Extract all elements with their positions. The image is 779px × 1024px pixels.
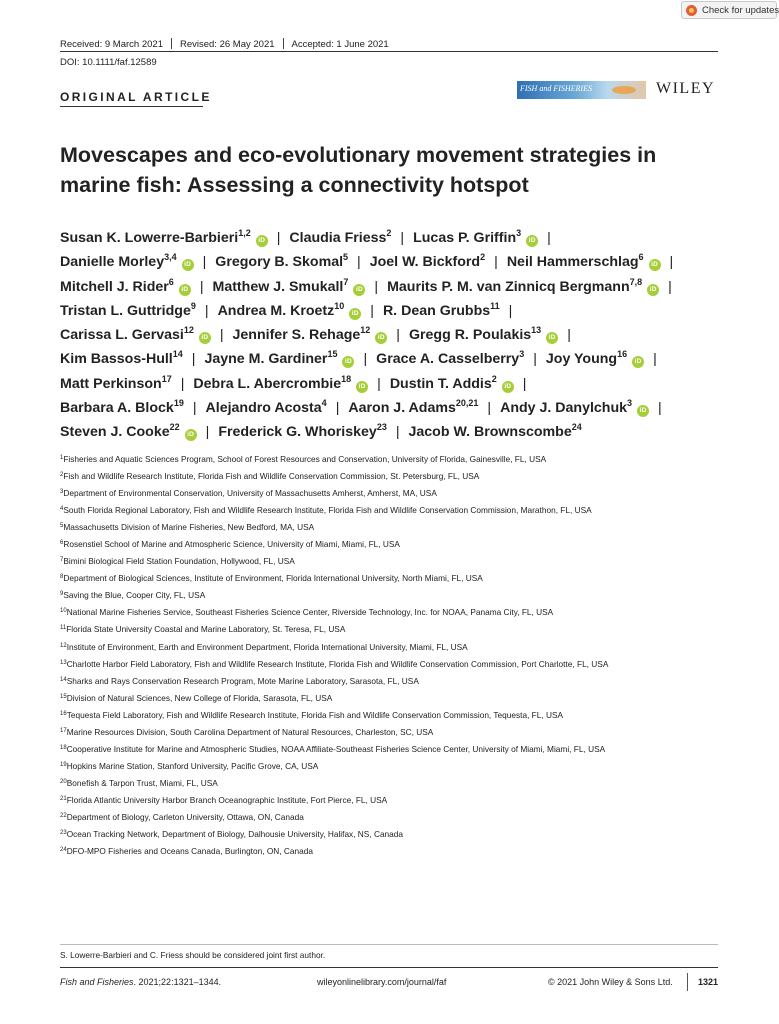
author xyxy=(60,373,172,392)
author-separator: | xyxy=(494,254,498,271)
affiliation xyxy=(60,690,740,707)
article-title: Movescapes and eco-evolutionary movement strategies in marine fish: Assessing a connectivity hotspot xyxy=(60,143,657,197)
page-number: 1321 xyxy=(698,977,719,987)
author-separator: | xyxy=(199,278,204,295)
affiliation xyxy=(60,826,740,843)
affiliation-text: Saving the Blue, Cooper City, FL, USA xyxy=(63,590,206,601)
author xyxy=(376,351,524,367)
affiliation-number: 15 xyxy=(60,693,67,700)
author-separator: | xyxy=(396,327,400,344)
affiliation-text: Hopkins Marine Station, Stanford University, Pacific Grove, CA, USA xyxy=(66,760,319,771)
affiliation-text: Marine Resources Division, South Carolina Department of Natural Resources, Charleston, SC, USA xyxy=(66,726,434,737)
affiliation xyxy=(60,724,740,741)
orcid-icon[interactable]: iD xyxy=(502,381,514,393)
affiliation xyxy=(60,621,740,638)
author-separator: | xyxy=(370,302,374,319)
author-affiliation-ref: 2 xyxy=(491,373,497,384)
author-affiliation-ref: 12 xyxy=(360,325,371,336)
author xyxy=(60,400,184,416)
author xyxy=(60,351,183,367)
affiliation xyxy=(60,502,740,519)
author xyxy=(507,254,661,270)
footer-divider xyxy=(687,973,688,991)
affiliation-number: 16 xyxy=(60,710,67,717)
author-name: Susan K. Lowerre-Barbieri xyxy=(60,230,239,246)
affiliation xyxy=(60,485,740,502)
author-separator: | xyxy=(522,375,527,392)
journal-logo xyxy=(517,81,646,99)
author-affiliation-ref: 3 xyxy=(519,349,525,360)
author-name: Joy Young xyxy=(545,351,618,368)
affiliation-number: 6 xyxy=(60,540,64,547)
author-name: Gregg R. Poulakis xyxy=(408,327,532,344)
author-name: Claudia Friess xyxy=(289,230,387,246)
author-separator: | xyxy=(374,278,379,295)
affiliation-number: 10 xyxy=(60,608,67,615)
author-affiliation-ref: 2 xyxy=(480,252,486,263)
author-affiliation-ref: 3 xyxy=(627,398,633,409)
affiliation-text: National Marine Fisheries Service, Southeast Fisheries Science Center, Riverside Technology, Inc. for NOAA, Panama City, FL, USA xyxy=(66,607,554,618)
author-separator: | xyxy=(487,400,492,417)
author-line xyxy=(60,299,740,323)
orcid-icon[interactable]: iD xyxy=(349,308,361,320)
author-affiliation-ref: 6 xyxy=(168,276,174,287)
author xyxy=(60,327,211,343)
affiliation xyxy=(60,792,740,809)
author-affiliation-ref: 2 xyxy=(386,228,392,238)
author-affiliation-ref: 7,8 xyxy=(629,276,643,287)
author-line xyxy=(60,275,740,299)
affiliation-number: 2 xyxy=(60,472,64,479)
author-separator: | xyxy=(202,254,207,271)
author-name: Barbara A. Block xyxy=(60,400,174,417)
affiliation-number: 12 xyxy=(60,642,67,649)
footer-citation-details: . 2021;22:1321–1344. xyxy=(133,977,222,987)
author-name: Steven J. Cooke xyxy=(60,424,170,441)
author-affiliation-ref: 16 xyxy=(617,349,628,360)
affiliation-text: Massachusetts Division of Marine Fisheries, New Bedford, MA, USA xyxy=(63,522,315,533)
author-affiliation-ref: 15 xyxy=(327,349,338,360)
author-affiliation-ref: 5 xyxy=(343,252,349,263)
author-name: Neil Hammerschlag xyxy=(506,254,639,271)
author-name: Frederick G. Whoriskey xyxy=(218,424,377,441)
affiliation-text: Florida Atlantic University Harbor Branch Oceanographic Institute, Fort Pierce, FL, USA xyxy=(66,794,388,805)
received-date: Received: 9 March 2021 xyxy=(60,39,163,50)
orcid-icon[interactable]: iD xyxy=(632,356,644,368)
article-type: ORIGINAL ARTICLE xyxy=(60,90,212,104)
affiliation-text: Sharks and Rays Conservation Research Program, Mote Marine Laboratory, Sarasota, FL, USA xyxy=(66,675,419,686)
affiliation xyxy=(60,707,740,724)
author-separator: | xyxy=(653,351,657,368)
author-separator: | xyxy=(400,230,405,246)
author-affiliation-ref: 7 xyxy=(343,276,349,287)
author xyxy=(413,230,538,246)
author xyxy=(348,400,478,416)
affiliation-list xyxy=(60,451,740,860)
author-affiliation-ref: 17 xyxy=(161,373,172,384)
affiliation-number: 3 xyxy=(60,489,64,496)
author xyxy=(382,300,500,319)
author xyxy=(409,327,558,343)
affiliation-text: Charlotte Harbor Field Laboratory, Fish and Wildlife Research Institute, Florida Fish and Wildlife Conservation Commission, Port Charlotte, FL, USA xyxy=(66,658,609,669)
author xyxy=(206,400,327,416)
author-name: Matt Perkinson xyxy=(60,375,162,392)
author-separator: | xyxy=(669,254,674,271)
author xyxy=(204,351,354,367)
orcid-icon[interactable]: iD xyxy=(342,356,354,368)
footer-journal-name: Fish and Fisheries xyxy=(60,977,134,987)
footer-rule xyxy=(60,967,718,968)
affiliation-number: 20 xyxy=(60,778,67,785)
author xyxy=(546,351,644,367)
publication-dates xyxy=(60,38,389,50)
affiliation xyxy=(60,519,740,536)
affiliation xyxy=(60,673,740,690)
author-affiliation-ref: 9 xyxy=(190,300,196,311)
author xyxy=(500,400,649,416)
author-name: Gregory B. Skomal xyxy=(215,254,344,271)
doi[interactable]: DOI: 10.1111/faf.12589 xyxy=(60,57,157,68)
author-list xyxy=(60,226,740,445)
affiliation-text: Bonefish & Tarpon Trust, Miami, FL, USA xyxy=(66,777,218,788)
footer-citation xyxy=(60,977,221,987)
author xyxy=(387,276,659,295)
author-separator: | xyxy=(180,375,185,392)
author-name: Debra L. Abercrombie xyxy=(193,375,342,392)
date-divider xyxy=(171,38,172,49)
author-name: Kim Bassos-Hull xyxy=(60,351,173,368)
affiliation xyxy=(60,536,740,553)
author-separator: | xyxy=(658,400,662,417)
orcid-icon[interactable]: iD xyxy=(526,235,538,247)
affiliation-number: 23 xyxy=(60,830,67,837)
author xyxy=(60,424,197,440)
affiliation xyxy=(60,604,740,621)
accepted-date: Accepted: 1 June 2021 xyxy=(291,39,389,50)
author-affiliation-ref: 24 xyxy=(571,422,582,433)
orcid-icon[interactable]: iD xyxy=(356,381,368,393)
affiliation-number: 11 xyxy=(60,625,67,632)
author-line xyxy=(60,226,740,250)
author-separator: | xyxy=(357,254,361,271)
check-for-updates-button[interactable] xyxy=(681,1,777,19)
affiliation-number: 14 xyxy=(60,676,67,683)
author-separator: | xyxy=(205,424,210,441)
affiliation-text: Tequesta Field Laboratory, Fish and Wildlife Research Institute, Florida Fish and Wildlife Conservation Commission, Tequesta, FL, USA xyxy=(66,709,564,720)
affiliation-text: Department of Environmental Conservation, University of Massachusetts Amherst, Amherst, MA, USA xyxy=(63,488,437,499)
affiliation-number: 17 xyxy=(60,727,67,734)
author-separator: | xyxy=(547,230,551,246)
author-affiliation-ref: 20,21 xyxy=(455,398,479,409)
author-name: Grace A. Casselberry xyxy=(376,351,520,368)
crossmark-icon xyxy=(686,5,697,16)
author-separator: | xyxy=(204,302,209,319)
article-type-underline xyxy=(60,106,203,107)
author-name: Lucas P. Griffin xyxy=(413,230,517,246)
affiliation-number: 9 xyxy=(60,591,64,598)
affiliation-number: 5 xyxy=(60,523,64,530)
affiliation xyxy=(60,468,740,485)
affiliation-number: 21 xyxy=(60,795,67,802)
affiliation xyxy=(60,843,740,860)
author-line xyxy=(60,250,740,274)
author xyxy=(389,373,514,392)
affiliation-text: Department of Biological Sciences, Institute of Environment, Florida International University, North Miami, FL, USA xyxy=(63,573,483,584)
author-affiliation-ref: 10 xyxy=(334,300,345,311)
affiliation-text: Bimini Biological Field Station Foundation, Hollywood, FL, USA xyxy=(63,556,295,567)
orcid-icon[interactable]: iD xyxy=(182,259,194,271)
author-line xyxy=(60,372,740,396)
author xyxy=(370,254,485,270)
author-affiliation-ref: 11 xyxy=(490,300,500,311)
author-name: Dustin T. Addis xyxy=(389,375,492,392)
author-name: Carissa L. Gervasi xyxy=(60,327,184,344)
author-affiliation-ref: 12 xyxy=(183,325,194,336)
author xyxy=(60,230,268,246)
author-affiliation-ref: 3 xyxy=(516,228,522,238)
author xyxy=(60,300,196,319)
date-divider xyxy=(283,38,284,49)
author-affiliation-ref: 13 xyxy=(531,325,542,336)
author-name: Aaron J. Adams xyxy=(348,400,456,417)
affiliation xyxy=(60,775,740,792)
affiliation-text: Fisheries and Aquatic Sciences Program, School of Forest Resources and Conservation, University of Florida, Gainesville, FL, USA xyxy=(63,454,547,464)
author-line xyxy=(60,420,740,444)
author-separator: | xyxy=(668,278,672,295)
author-affiliation-ref: 1,2 xyxy=(238,228,251,238)
author-name: Alejandro Acosta xyxy=(205,400,322,417)
affiliation xyxy=(60,570,740,587)
affiliation-number: 24 xyxy=(60,847,67,854)
author-name: R. Dean Grubbs xyxy=(382,302,491,319)
author xyxy=(409,424,582,440)
author-affiliation-ref: 4 xyxy=(321,398,327,409)
affiliation-text: Ocean Tracking Network, Department of Biology, Dalhousie University, Halifax, NS, Canada xyxy=(66,829,404,840)
author-separator: | xyxy=(276,230,281,246)
affiliation xyxy=(60,758,740,775)
publisher-logo: WILEY xyxy=(656,80,716,97)
author-line xyxy=(60,396,740,420)
author-line xyxy=(60,347,740,371)
check-for-updates-label: Check for updates xyxy=(702,5,779,16)
affiliation xyxy=(60,809,740,826)
affiliation-number: 19 xyxy=(60,761,67,768)
affiliation xyxy=(60,451,740,468)
author-affiliation-ref: 18 xyxy=(341,373,352,384)
author-affiliation-ref: 23 xyxy=(376,422,387,433)
author-separator: | xyxy=(508,302,513,319)
author-name: Maurits P. M. van Zinnicq Bergmann xyxy=(387,278,630,295)
affiliation-text: Department of Biology, Carleton University, Ottawa, ON, Canada xyxy=(66,811,304,822)
footnote-rule xyxy=(60,944,718,945)
affiliation-text: Division of Natural Sciences, New College of Florida, Sarasota, FL, USA xyxy=(66,692,333,703)
journal-logo-text: FISH and FISHERIES xyxy=(520,84,592,93)
affiliation xyxy=(60,656,740,673)
author xyxy=(60,276,191,295)
revised-date: Revised: 26 May 2021 xyxy=(179,39,275,50)
affiliation-text: Florida State University Coastal and Marine Laboratory, St. Teresa, FL, USA xyxy=(66,624,346,635)
author-name: Andrea M. Kroetz xyxy=(217,302,335,319)
affiliation-number: 22 xyxy=(60,812,67,819)
joint-authorship-footnote: S. Lowerre-Barbieri and C. Friess should be considered joint first author. xyxy=(60,950,326,960)
orcid-icon[interactable]: iD xyxy=(179,284,191,296)
affiliation xyxy=(60,587,740,604)
orcid-icon[interactable]: iD xyxy=(353,284,365,296)
orcid-icon[interactable]: iD xyxy=(546,332,558,344)
orcid-icon[interactable]: iD xyxy=(637,405,649,417)
author-name: Jayne M. Gardiner xyxy=(204,351,328,368)
author-separator: | xyxy=(192,400,197,417)
affiliation-number: 18 xyxy=(60,744,67,751)
author-separator: | xyxy=(363,351,368,368)
header-rule xyxy=(60,51,718,52)
author xyxy=(215,254,348,270)
affiliation-text: Rosenstiel School of Marine and Atmospheric Science, University of Miami, Miami, FL, USA xyxy=(63,539,400,550)
author-separator: | xyxy=(377,375,381,392)
author xyxy=(233,327,388,343)
orcid-icon[interactable]: iD xyxy=(256,235,268,247)
author xyxy=(289,230,391,246)
author-separator: | xyxy=(395,424,400,441)
author-name: Danielle Morley xyxy=(60,254,165,271)
affiliation-number: 13 xyxy=(60,659,67,666)
author xyxy=(60,254,194,270)
author-name: Jennifer S. Rehage xyxy=(232,327,361,344)
author-name: Tristan L. Guttridge xyxy=(60,302,191,319)
author-name: Mitchell J. Rider xyxy=(60,278,169,295)
author xyxy=(193,373,368,392)
author xyxy=(218,424,387,440)
author-separator: | xyxy=(219,327,224,344)
orcid-icon[interactable]: iD xyxy=(185,429,197,441)
affiliation-text: Cooperative Institute for Marine and Atmospheric Studies, NOAA Affiliate-Southeast Fisheries Science Center, University of Miami, Miami, FL, USA xyxy=(66,743,606,754)
fish-icon xyxy=(612,86,636,94)
author xyxy=(217,300,362,319)
affiliation xyxy=(60,553,740,570)
affiliation xyxy=(60,741,740,758)
author-affiliation-ref: 14 xyxy=(172,349,183,360)
author-name: Andy J. Danylchuk xyxy=(500,400,628,417)
orcid-icon[interactable]: iD xyxy=(199,332,211,344)
affiliation-text: South Florida Regional Laboratory, Fish and Wildlife Research Institute, Florida Fish and Wildlife Conservation Commission, Marathon, FL, USA xyxy=(63,505,592,516)
author-affiliation-ref: 3,4 xyxy=(164,252,177,263)
author xyxy=(212,276,366,295)
affiliation-number: 8 xyxy=(60,574,64,581)
author-affiliation-ref: 6 xyxy=(638,252,644,263)
author-name: Joel W. Bickford xyxy=(369,254,481,271)
author-separator: | xyxy=(567,327,571,344)
affiliation xyxy=(60,639,740,656)
author-affiliation-ref: 19 xyxy=(173,398,184,409)
affiliation-number: 1 xyxy=(60,455,64,461)
author-separator: | xyxy=(533,351,537,368)
author-separator: | xyxy=(191,351,196,368)
footer-copyright: © 2021 John Wiley & Sons Ltd. xyxy=(548,977,673,987)
orcid-icon[interactable]: iD xyxy=(649,259,661,271)
affiliation-number: 4 xyxy=(60,506,64,513)
author-name: Matthew J. Smukall xyxy=(212,278,344,295)
affiliation-text: Institute of Environment, Earth and Environment Department, Florida International University, Miami, FL, USA xyxy=(66,641,468,652)
author-separator: | xyxy=(335,400,340,417)
footer-url[interactable]: wileyonlinelibrary.com/journal/faf xyxy=(317,977,447,987)
author-name: Jacob W. Brownscombe xyxy=(408,424,572,441)
affiliation-number: 7 xyxy=(60,557,64,564)
affiliation-text: DFO-MPO Fisheries and Oceans Canada, Burlington, ON, Canada xyxy=(66,846,313,857)
orcid-icon[interactable]: iD xyxy=(375,332,387,344)
author-line xyxy=(60,323,740,347)
affiliation-text: Fish and Wildlife Research Institute, Florida Fish and Wildlife Conservation Commission, St. Petersburg, FL, USA xyxy=(63,471,480,482)
author-affiliation-ref: 22 xyxy=(169,422,180,433)
orcid-icon[interactable]: iD xyxy=(647,284,659,296)
